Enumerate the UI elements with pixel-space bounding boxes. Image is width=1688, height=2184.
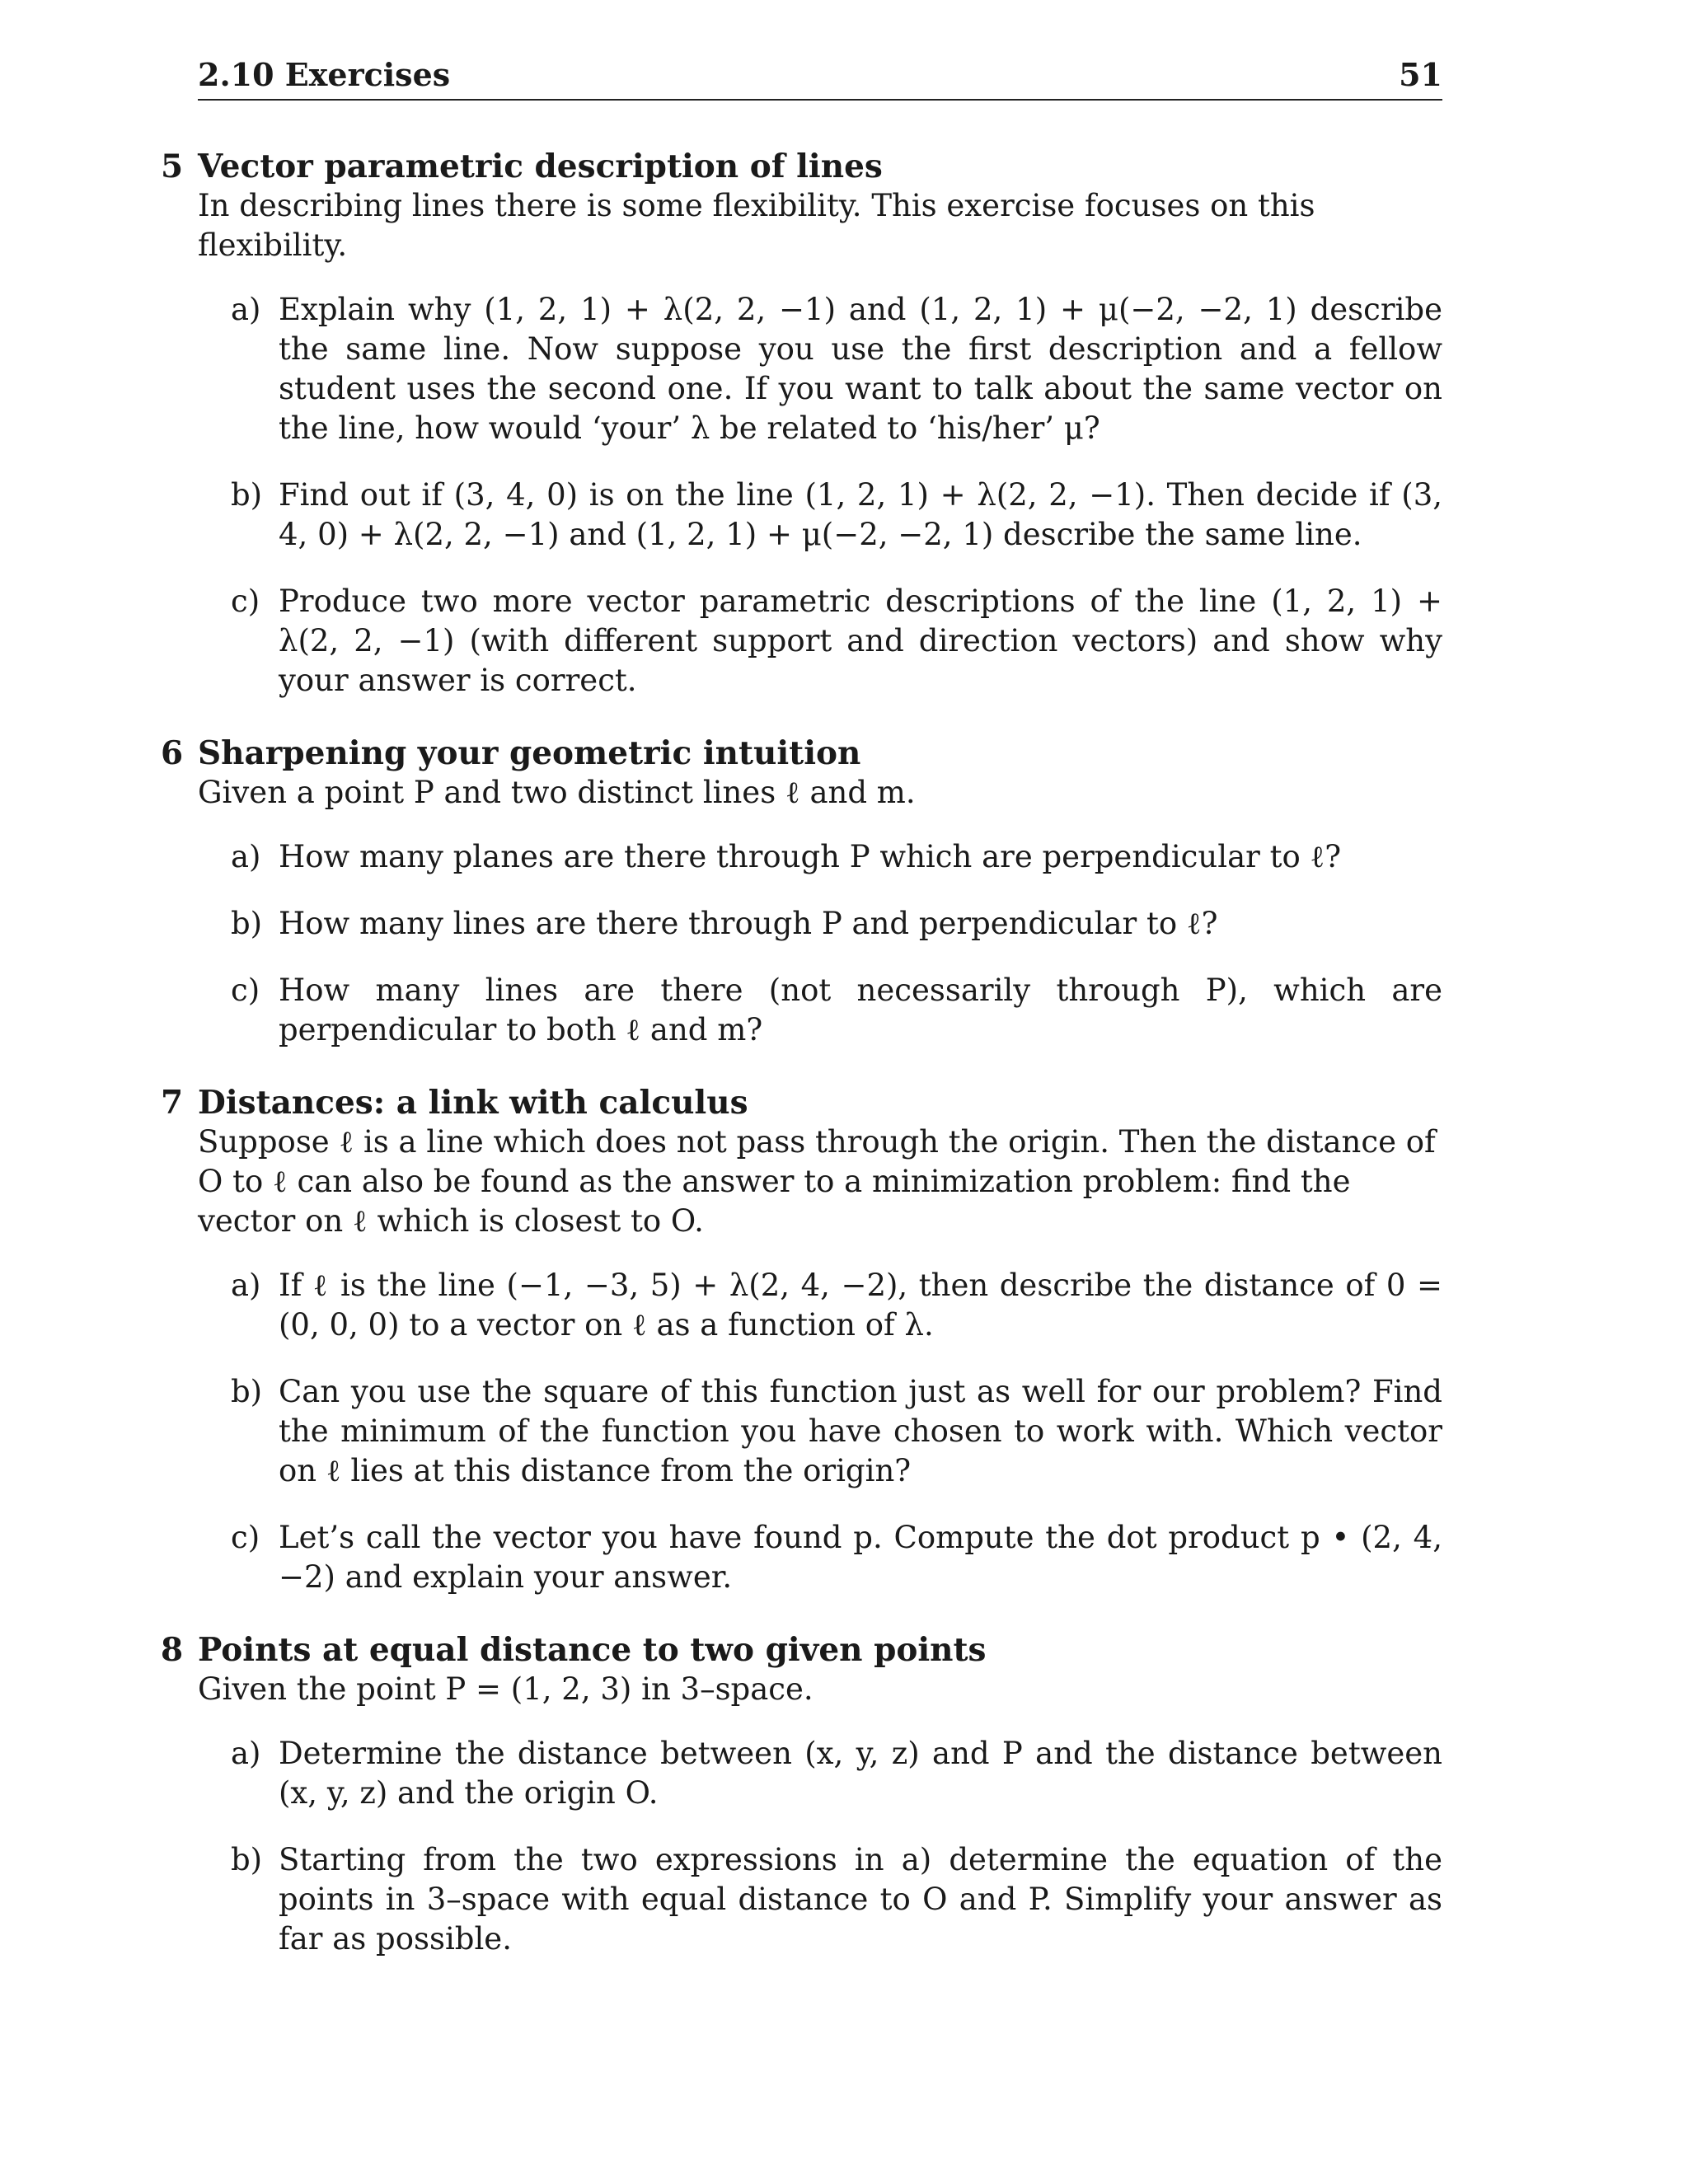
running-header xyxy=(198,56,1442,101)
exercise-6 xyxy=(161,733,1442,1050)
exercise-heading xyxy=(161,733,1442,773)
exercise-item-b xyxy=(231,904,1442,944)
chapter-title: 2.10 Exercises xyxy=(198,56,451,93)
exercise-number: 5 xyxy=(161,148,184,185)
exercise-heading xyxy=(161,1630,1442,1670)
item-text: If ℓ is the line (−1, −3, 5) + λ(2, 4, −2), then describe the distance of 0 = (0, 0, 0) to a vector on ℓ as a function of λ. xyxy=(279,1268,1442,1343)
exercise-item-a xyxy=(231,290,1442,448)
item-text: Find out if (3, 4, 0) is on the line (1, 2, 1) + λ(2, 2, −1). Then decide if (3, 4, 0) + λ(2, 2, −1) and (1, 2, 1) + μ(−2, −2, 1) describe the same line. xyxy=(279,477,1442,552)
item-label: a) xyxy=(231,839,261,874)
exercise-item-c xyxy=(231,1518,1442,1597)
exercise-items xyxy=(231,1266,1442,1597)
exercise-items xyxy=(231,290,1442,701)
item-text: Starting from the two expressions in a) determine the equation of the points in 3–space with equal distance to O and P. Simplify your answer as far as possible. xyxy=(279,1842,1442,1957)
exercise-5 xyxy=(161,147,1442,701)
exercise-item-a xyxy=(231,837,1442,877)
exercise-heading xyxy=(161,147,1442,186)
exercise-intro: Given the point P = (1, 2, 3) in 3–space. xyxy=(198,1671,814,1707)
item-text: Can you use the square of this function just as well for our problem? Find the minimum of the function you have chosen to work with. Which vector on ℓ lies at this distance from the origin? xyxy=(279,1374,1442,1488)
item-text: How many planes are there through P which are perpendicular to ℓ? xyxy=(279,839,1342,874)
item-label: c) xyxy=(231,1520,260,1555)
item-label: a) xyxy=(231,292,261,327)
exercise-7 xyxy=(161,1083,1442,1597)
item-label: c) xyxy=(231,972,260,1008)
page-content xyxy=(161,147,1442,1992)
exercise-item-a xyxy=(231,1734,1442,1813)
item-label: b) xyxy=(231,1374,263,1409)
exercise-items xyxy=(231,1734,1442,1959)
exercise-intro: In describing lines there is some flexibility. This exercise focuses on this flexibility. xyxy=(198,188,1315,263)
item-label: a) xyxy=(231,1736,261,1771)
exercise-number: 6 xyxy=(161,734,184,772)
page-number: 51 xyxy=(1399,56,1442,93)
exercise-8 xyxy=(161,1630,1442,1959)
exercise-title: Sharpening your geometric intuition xyxy=(198,734,861,772)
item-label: b) xyxy=(231,477,263,513)
exercise-item-c xyxy=(231,971,1442,1050)
item-text: How many lines are there (not necessarily through P), which are perpendicular to both ℓ and m? xyxy=(279,972,1442,1047)
exercise-heading xyxy=(161,1083,1442,1122)
exercise-title: Points at equal distance to two given points xyxy=(198,1631,987,1669)
item-label: c) xyxy=(231,583,260,619)
exercise-item-a xyxy=(231,1266,1442,1345)
exercise-item-c xyxy=(231,582,1442,701)
item-label: a) xyxy=(231,1268,261,1303)
item-text: Explain why (1, 2, 1) + λ(2, 2, −1) and (1, 2, 1) + μ(−2, −2, 1) describe the same line. Now suppose you use the first description and a fellow student uses the second one. If you want to talk about the same vector on the line, how would ‘your’ λ be related to ‘his/her’ μ? xyxy=(279,292,1442,446)
exercise-title: Distances: a link with calculus xyxy=(198,1084,748,1122)
exercise-items xyxy=(231,837,1442,1050)
item-label: b) xyxy=(231,1842,263,1877)
exercise-item-b xyxy=(231,476,1442,555)
exercise-item-b xyxy=(231,1372,1442,1491)
item-text: How many lines are there through P and perpendicular to ℓ? xyxy=(279,906,1218,941)
item-text: Determine the distance between (x, y, z) and P and the distance between (x, y, z) and the origin O. xyxy=(279,1736,1442,1811)
exercise-item-b xyxy=(231,1840,1442,1959)
exercise-intro: Suppose ℓ is a line which does not pass through the origin. Then the distance of O to ℓ can also be found as the answer to a minimization problem: find the vector on ℓ which is closest to O. xyxy=(198,1124,1436,1239)
item-text: Produce two more vector parametric descriptions of the line (1, 2, 1) + λ(2, 2, −1) (with different support and direction vectors) and show why your answer is correct. xyxy=(279,583,1442,698)
exercise-number: 8 xyxy=(161,1631,184,1669)
exercise-number: 7 xyxy=(161,1084,184,1122)
exercise-title: Vector parametric description of lines xyxy=(198,148,883,185)
exercise-intro: Given a point P and two distinct lines ℓ and m. xyxy=(198,775,916,810)
item-text: Let’s call the vector you have found p. Compute the dot product p • (2, 4, −2) and explain your answer. xyxy=(279,1520,1442,1595)
item-label: b) xyxy=(231,906,263,941)
